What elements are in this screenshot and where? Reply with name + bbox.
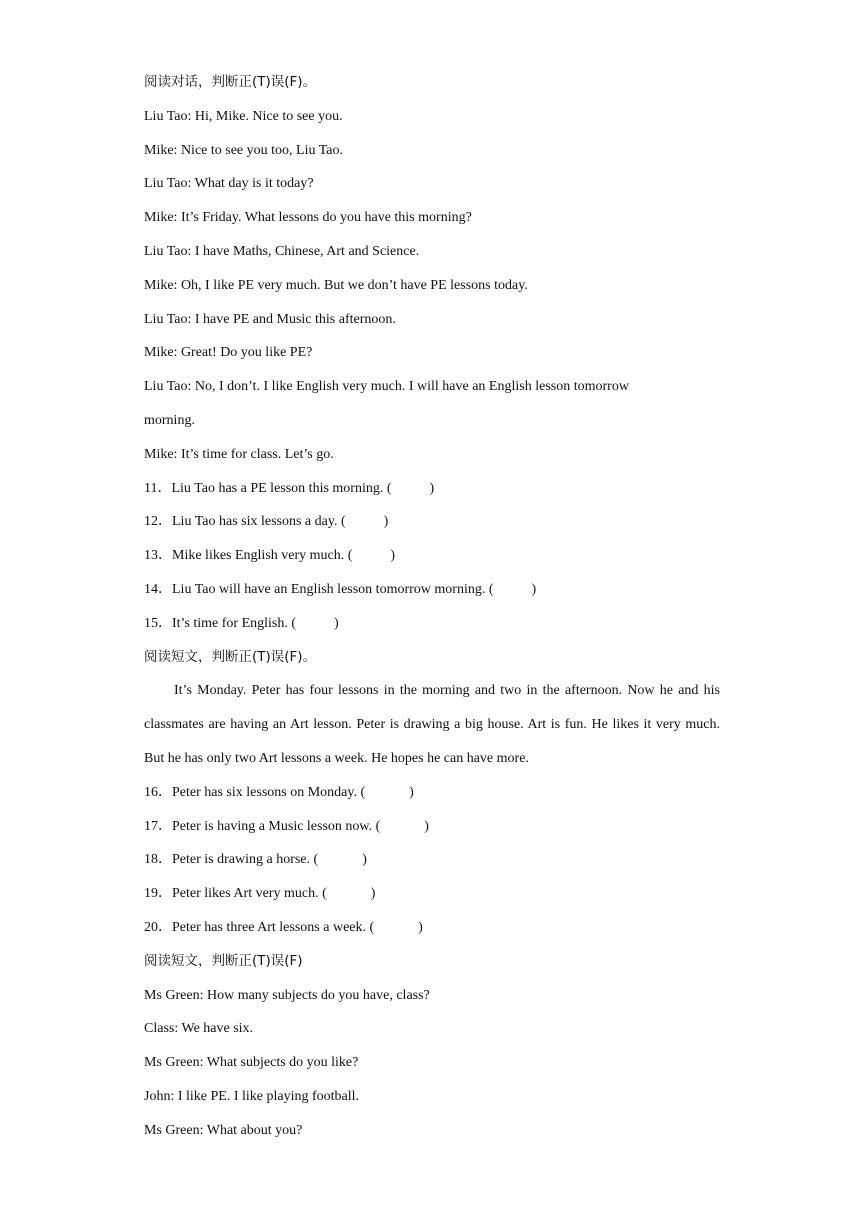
question-text: It’s time for English. ( [172,615,297,631]
question-number: 11． [144,480,172,496]
question-close-paren: ) [334,615,339,631]
question-number: 13． [144,548,172,564]
dialogue-line: Class: We have six. [144,1021,254,1037]
question-number: 19． [144,886,172,902]
question-close-paren: ) [362,852,367,868]
question-item [144,877,720,911]
question-close-paren: ) [370,886,376,902]
question-item [144,472,720,506]
question-item [144,911,720,945]
question-item [144,573,720,607]
section2-heading: 阅读短文，判断正(T)误(F)。 [144,648,317,665]
question-text: Peter has three Art lessons a week. ( [172,919,375,935]
section3-heading: 阅读短文，判断正(T)误(F) [144,952,303,969]
question-close-paren: ) [418,919,423,935]
question-number: 18． [144,852,172,868]
reading-passage: It’s Monday. Peter has four lessons in the morning and two in the afternoon. Now he and his classmates are having an Art lesson. Peter is drawing a big house. Art is fun. He likes it very much. But he has only two Art lessons a week. He hopes he can have more. [144,683,720,766]
question-text: Mike likes English very much. ( [172,548,353,564]
question-text: Peter has six lessons on Monday. ( [172,784,366,800]
question-text: Peter likes Art very much. ( [172,886,327,902]
dialogue-line: Liu Tao: Hi, Mike. Nice to see you. [144,108,343,124]
question-close-paren: ) [531,581,537,597]
question-number: 14． [144,581,172,597]
question-item [144,776,720,810]
question-item [144,505,720,539]
dialogue-line: Ms Green: What about you? [144,1122,303,1138]
dialogue-line: John: I like PE. I like playing football. [144,1088,360,1104]
question-number: 20． [144,919,172,935]
dialogue-line: Liu Tao: I have PE and Music this afternoon. [144,311,396,327]
section1-heading: 阅读对话，判断正(T)误(F)。 [144,74,317,90]
question-close-paren: ) [409,784,414,800]
question-text: Liu Tao has a PE lesson this morning. ( [171,480,392,496]
question-close-paren: ) [383,514,389,530]
question-number: 15． [144,615,172,631]
question-close-paren: ) [424,818,429,834]
dialogue-line: Liu Tao: No, I don’t. I like English very much. I will have an English lesson tomorrow [144,379,629,395]
question-number: 12． [144,514,172,530]
dialogue-line: Liu Tao: I have Maths, Chinese, Art and Science. [144,243,420,259]
question-item [144,607,720,641]
dialogue-line: Ms Green: What subjects do you like? [144,1055,359,1071]
dialogue-line: Mike: It’s Friday. What lessons do you have this morning? [144,210,472,226]
question-text: Peter is having a Music lesson now. ( [172,818,381,834]
dialogue-line: Mike: Great! Do you like PE? [144,345,313,361]
dialogue-line: Mike: Nice to see you too, Liu Tao. [144,142,344,158]
question-number: 17． [144,818,172,834]
question-item [144,810,720,844]
question-item [144,843,720,877]
dialogue-line: Mike: It’s time for class. Let’s go. [144,446,334,462]
dialogue-line: Ms Green: How many subjects do you have, class? [144,987,430,1003]
document-page [144,66,720,1148]
dialogue-line: Mike: Oh, I like PE very much. But we don’t have PE lessons today. [144,277,528,293]
question-text: Peter is drawing a horse. ( [172,852,319,868]
question-close-paren: ) [390,548,396,564]
question-text: Liu Tao has six lessons a day. ( [172,514,346,530]
dialogue-line: morning. [144,412,195,428]
question-close-paren: ) [429,480,435,496]
question-item [144,539,720,573]
dialogue-line: Liu Tao: What day is it today? [144,176,314,192]
question-number: 16． [144,784,172,800]
question-text: Liu Tao will have an English lesson tomorrow morning. ( [172,581,494,597]
